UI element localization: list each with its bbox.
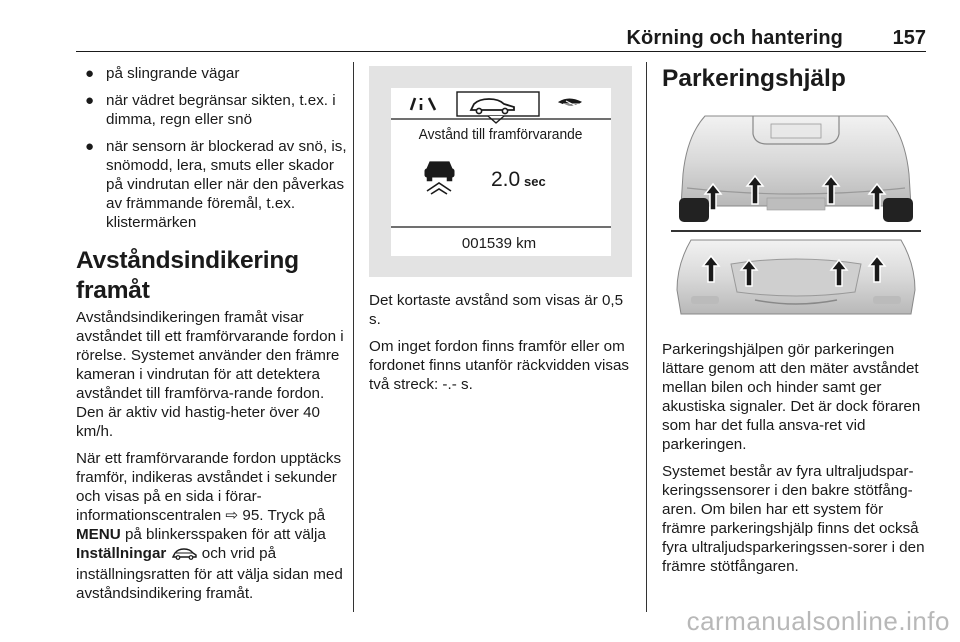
cross-reference-arrow-icon: ⇨ [225,507,239,524]
page-reference[interactable]: 95 [242,507,260,524]
paragraph: När ett framförvarande fordon upptäcks framför, indikeras avståndet i sekunder och visas på en sida i förar-informationscentralen ⇨ 95. Tryck på MENU på blinkersspaken för att välja Inställningar och vrid på inställningsratten för att välja sidan med avståndsindikering framåt. [76,450,343,602]
display-title: Avstånd till framförvarande [418,126,583,144]
list-item: ● när vädret begränsar sikten, t.ex. i dimma, regn eller snö [85,92,336,128]
column-middle [369,291,635,402]
rear-bumper-illustration [671,114,921,226]
paragraph: Det kortaste avstånd som visas är 0,5 s. [369,292,624,328]
section-heading: Avståndsindikering framåt [76,247,299,304]
paragraph: Parkeringshjälpen gör parkeringen lättare genom att den mäter avståndet mellan bilen och hinder samt ger akustiska signaler. Det är dock föraren som har det fulla ansva-ret vid parkeringen. [662,341,921,453]
bullet-icon: ● [85,92,95,109]
paragraph: Avståndsindikeringen framåt visar avståndet till ett framförvarande fordon i rörelse. Systemet använder den främre kameran i vindrutan för att detektera avståndet till framförva-rande fordon. Den är aktiv vid hastig-heter över 40 km/h. [76,309,344,440]
watermark: carmanualsonline.info [686,606,950,636]
page-number: 157 [892,27,926,49]
column-divider-1 [353,62,354,612]
bullet-icon: ● [85,65,95,82]
chapter-title: Körning och hantering [626,27,843,49]
condition-list [76,64,348,232]
column-right [662,340,926,584]
parking-sensor-figure [671,114,921,324]
column-left [76,64,348,611]
header-divider [76,51,926,52]
list-item: ● på slingrande vägar [85,65,240,82]
distance-value: 2.0 [491,168,521,191]
paragraph: Om inget fordon finns framför eller om fordonet finns utanför räckvidden visas två streck: -.- s. [369,338,630,393]
column-divider-2 [646,62,647,612]
menu-button-label: MENU [76,526,121,543]
driver-info-display-figure [369,66,632,277]
section-heading: Parkeringshjälp [662,65,846,92]
settings-label: Inställningar [76,545,167,562]
distance-unit: sec [524,174,546,189]
bullet-icon: ● [85,138,95,155]
car-settings-icon [171,546,198,565]
paragraph: Systemet består av fyra ultraljudspar-keringssensorer i den bakre stötfång-aren. Om bilen har ett system för främre parkeringshjälp finns det också fyra ultraljudsparkeringssen-sorer i den främre stötfångaren. [662,463,925,575]
list-item: ● när sensorn är blockerad av snö, is, snömodd, lera, smuts eller skador på vindrutan eller när den påverkas av främmande föremål, t.ex. klistermärken [85,138,347,231]
odometer-reading: 001539 km [461,235,537,252]
